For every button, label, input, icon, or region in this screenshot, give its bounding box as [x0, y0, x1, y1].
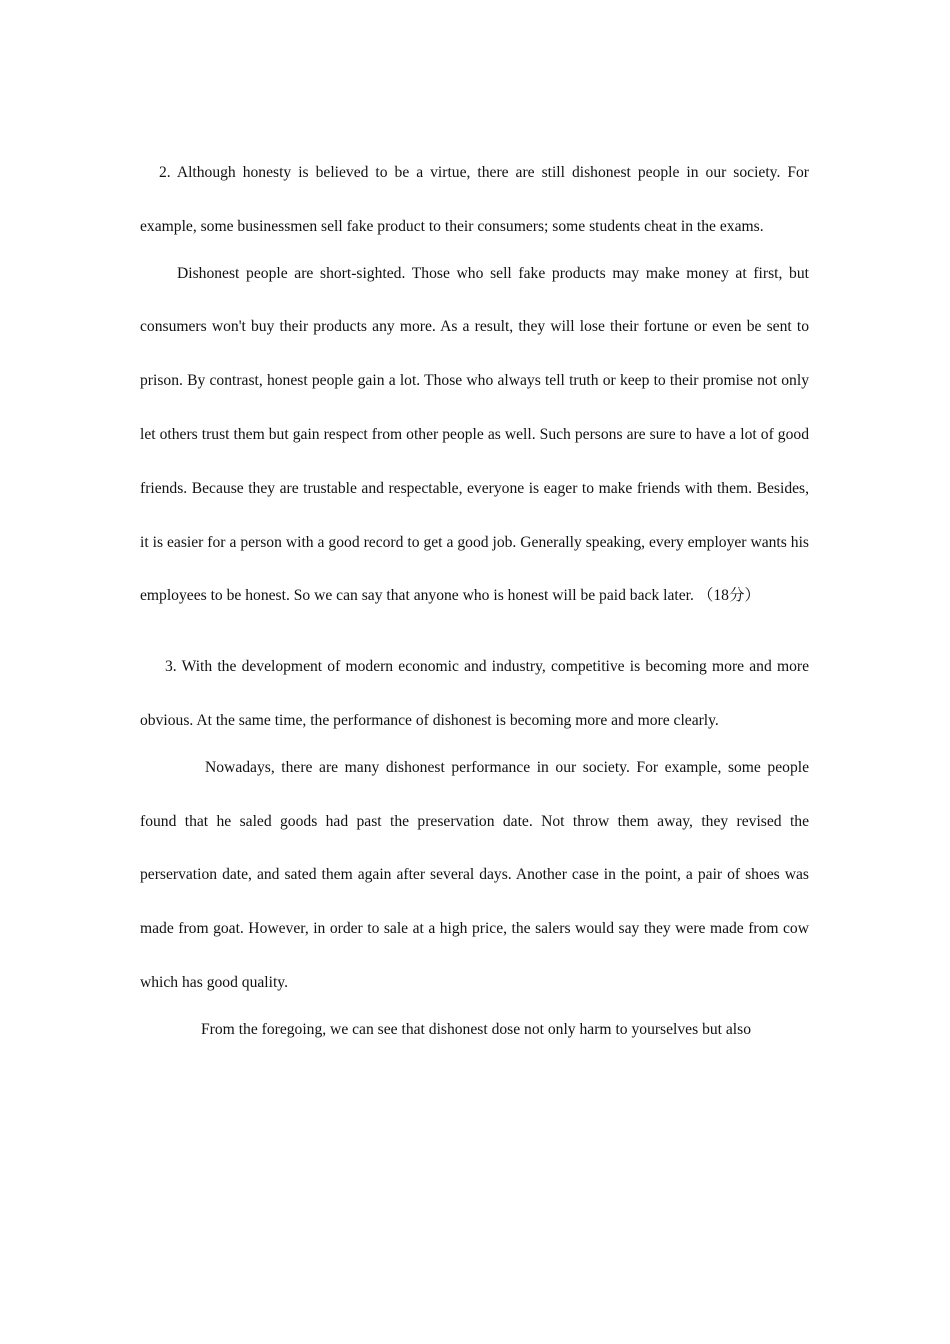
essay-3-paragraph-1: 3. With the development of modern economic and industry, competitive is becoming more and more obvious. At the same time, the performance of dishonest is becoming more and more clearly.: [140, 658, 809, 729]
document-body: [140, 146, 809, 1050]
essay-3-paragraph-2: Nowadays, there are many dishonest performance in our society. For example, some people found that he saled goods had past the preservation date. Not throw them away, they revised the perservation date, and sated them again after several days. Another case in the point, a pair of shoes was made from goat. However, in order to sale at a high price, the salers would say they were made from cow which has good quality.: [140, 758, 809, 991]
essay-3-paragraph-3: From the foregoing, we can see that dishonest dose not only harm to yourselves but also: [201, 1020, 752, 1038]
essay-2-paragraph-2: Dishonest people are short-sighted. Those who sell fake products may make money at first, but consumers won't buy their products any more. As a result, they will lose their fortune or even be sent to prison. By contrast, honest people gain a lot. Those who always tell truth or keep to their promise not only let others trust them but gain respect from other people as well. Such persons are sure to have a lot of good friends. Because they are trustable and respectable, everyone is eager to make friends with them. Besides, it is easier for a person with a good record to get a good job. Generally speaking, every employer wants his employees to be honest. So we can say that anyone who is honest will be paid back later. （18分）: [140, 264, 809, 605]
essay-2-paragraph-1: 2. Although honesty is believed to be a virtue, there are still dishonest people in our society. For example, some businessmen sell fake product to their consumers; some students cheat in the exams.: [140, 164, 809, 235]
